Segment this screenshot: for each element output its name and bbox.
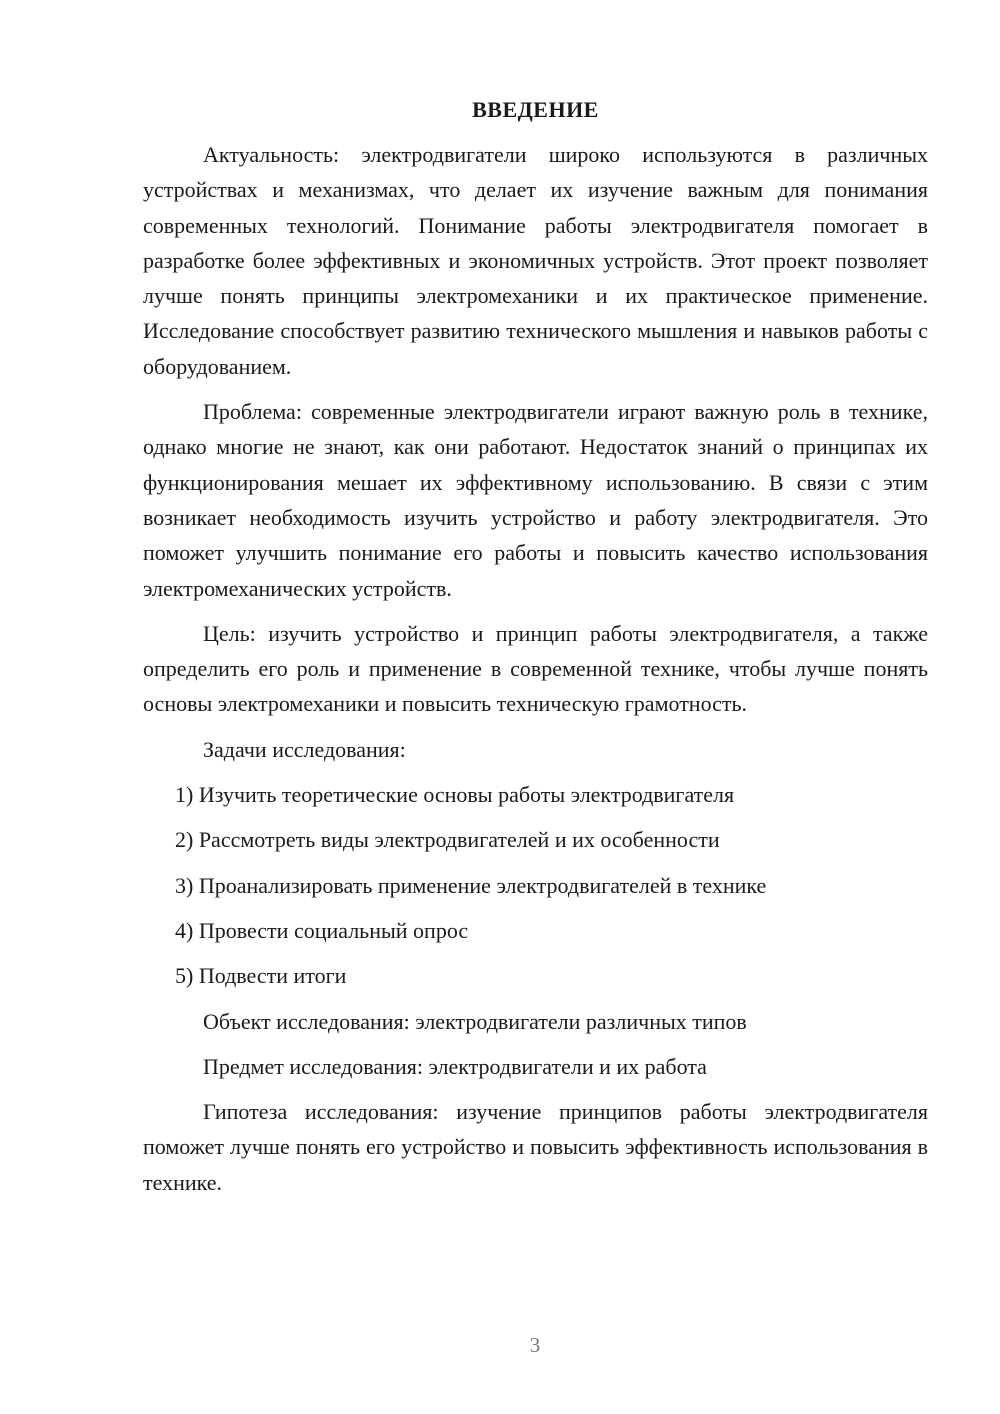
relevance-paragraph: Актуальность: электродвигатели широко используются в различных устройствах и механизмах, что делает их изучение важным для понимания современных технологий. Понимание работы электродвигателя помогает в разработке более эффективных и экономичных устройств. Этот проект позволяет лучше понять принципы электромеханики и их практическое применение. Исследование способствует развитию технического мышления и навыков работы с оборудованием.: [143, 142, 928, 379]
task-item: 4) Провести социальный опрос: [175, 917, 469, 943]
goal-paragraph: Цель: изучить устройство и принцип работы электродвигателя, а также определить его роль и применение в современной технике, чтобы лучше понять основы электромеханики и повысить техническую грамотность.: [143, 620, 928, 717]
task-item: 3) Проанализировать применение электродвигателей в технике: [175, 872, 767, 898]
problem-paragraph: Проблема: современные электродвигатели играют важную роль в технике, однако многие не знают, как они работают. Недостаток знаний о принципах их функционирования мешает их эффективному использованию. В связи с этим возникает необходимость изучить устройство и работу электродвигателя. Это поможет улучшить понимание его работы и повысить качество использования электромеханических устройств.: [143, 399, 928, 601]
task-item: 1) Изучить теоретические основы работы электродвигателя: [175, 782, 735, 808]
task-item: 5) Подвести итоги: [175, 963, 347, 989]
task-item: 2) Рассмотреть виды электродвигателей и их особенности: [175, 827, 720, 853]
page-number: 3: [529, 1333, 541, 1357]
research-object: Объект исследования: электродвигатели различных типов: [203, 1008, 747, 1034]
tasks-list: [143, 777, 928, 993]
tasks-heading: Задачи исследования:: [203, 736, 406, 762]
page-title: ВВЕДЕНИЕ: [472, 97, 599, 122]
page-content: [143, 90, 928, 1210]
research-subject: Предмет исследования: электродвигатели и их работа: [203, 1053, 707, 1079]
hypothesis-paragraph: Гипотеза исследования: изучение принципов работы электродвигателя поможет лучше понять его устройство и повысить эффективность использования в технике.: [143, 1099, 928, 1195]
